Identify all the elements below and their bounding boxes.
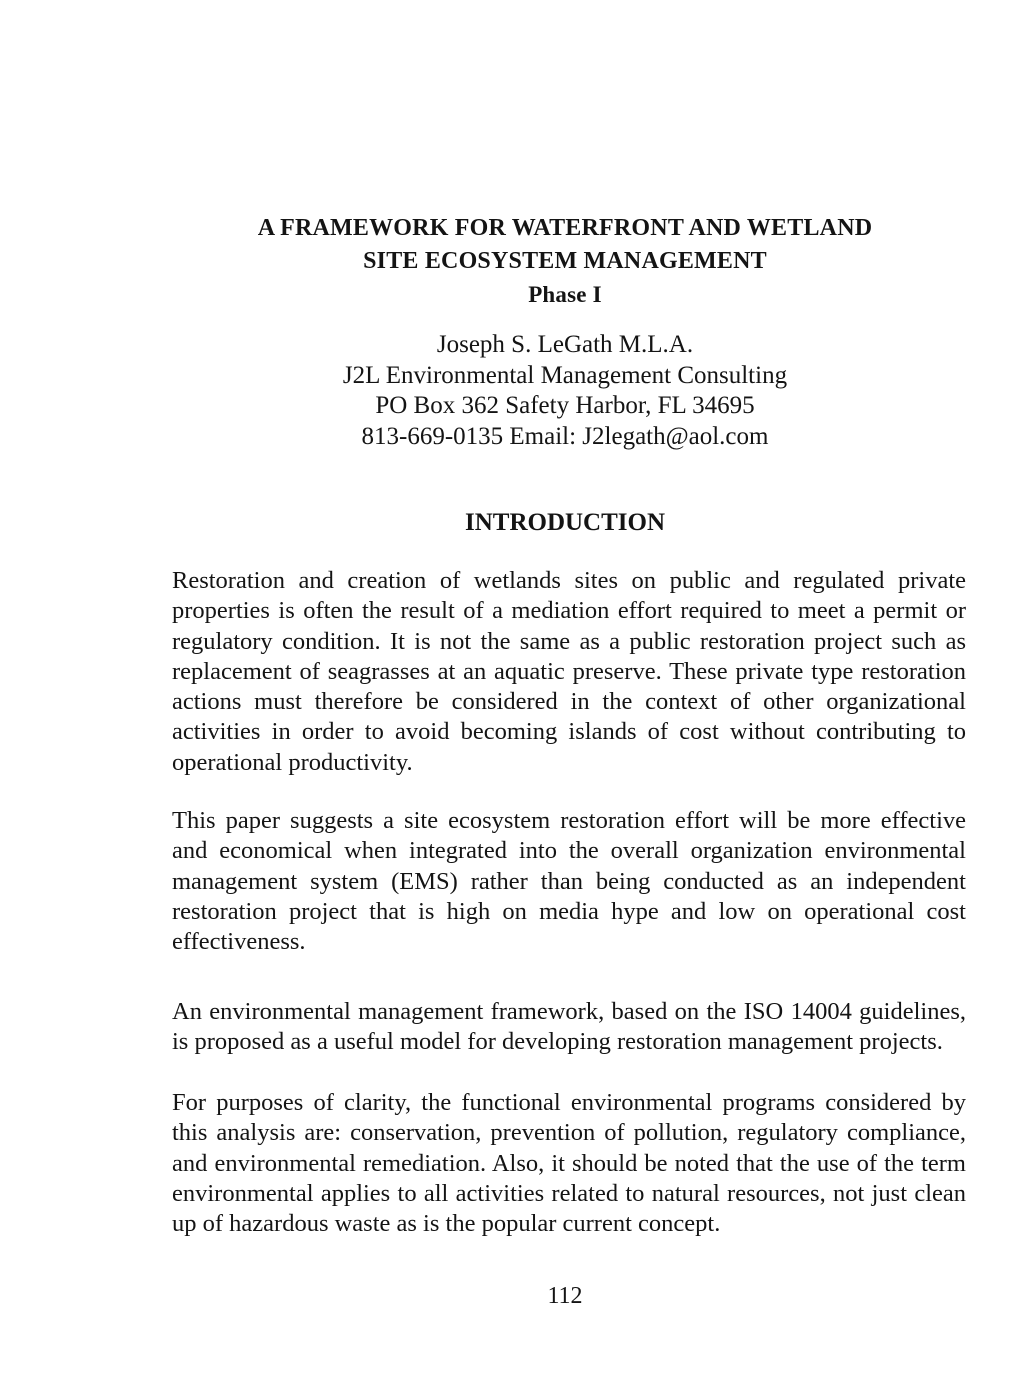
paragraph-line: replacement of seagrasses at an aquatic preserve. These private type restoration (172, 657, 966, 685)
paragraph-line: actions must therefore be considered in the context of other organizational (172, 688, 966, 716)
section-heading-introduction: INTRODUCTION (464, 509, 666, 536)
paragraph-line: and economical when integrated into the overall organization environmental (172, 837, 966, 865)
paragraph-line: This paper suggests a site ecosystem restoration effort will be more effective (172, 807, 966, 834)
paragraph-2 (172, 806, 966, 957)
paragraph-4 (172, 1088, 966, 1239)
paragraph-line: is proposed as a useful model for developing restoration management projects. (172, 1028, 943, 1056)
paragraph-3 (172, 997, 966, 1058)
paragraph-line: environmental applies to all activities related to natural resources, not just clean (172, 1179, 966, 1207)
paragraph-1 (172, 566, 966, 778)
paragraph-line: Restoration and creation of wetlands sites on public and regulated private (172, 567, 966, 594)
paragraph-line: and environmental remediation. Also, it should be noted that the use of the term (172, 1149, 966, 1177)
paragraph-line: activities in order to avoid becoming islands of cost without contributing to (172, 718, 966, 746)
title-line-2: SITE ECOSYSTEM MANAGEMENT (363, 248, 767, 274)
author-contact: 813-669-0135 Email: J2legath@aol.com (361, 422, 769, 450)
page-number: 112 (547, 1283, 583, 1309)
paragraph-line: regulatory condition. It is not the same as a public restoration project such as (172, 627, 966, 655)
paragraph-line: management system (EMS) rather than being conducted as an independent (172, 867, 966, 895)
paragraph-line: An environmental management framework, based on the ISO 14004 guidelines, (172, 998, 966, 1025)
paragraph-line: operational productivity. (172, 748, 413, 776)
author-info (150, 330, 980, 452)
author-address: PO Box 362 Safety Harbor, FL 34695 (375, 392, 755, 419)
paragraph-line: up of hazardous waste as is the popular current concept. (172, 1210, 721, 1238)
author-organization: J2L Environmental Management Consulting (342, 361, 788, 389)
title-phase: Phase I (528, 282, 602, 307)
paper-title (150, 212, 980, 311)
paragraph-line: For purposes of clarity, the functional environmental programs considered by (172, 1089, 966, 1116)
author-name: Joseph S. LeGath M.L.A. (436, 331, 694, 358)
paragraph-line: properties is often the result of a mediation effort required to meet a permit or (172, 597, 966, 625)
paragraph-line: restoration project that is high on media hype and low on operational cost (172, 897, 966, 925)
paragraph-line: effectiveness. (172, 928, 306, 956)
paragraph-line: this analysis are: conservation, prevention of pollution, regulatory compliance, (172, 1119, 966, 1147)
title-line-1: A FRAMEWORK FOR WATERFRONT AND WETLAND (257, 215, 873, 241)
